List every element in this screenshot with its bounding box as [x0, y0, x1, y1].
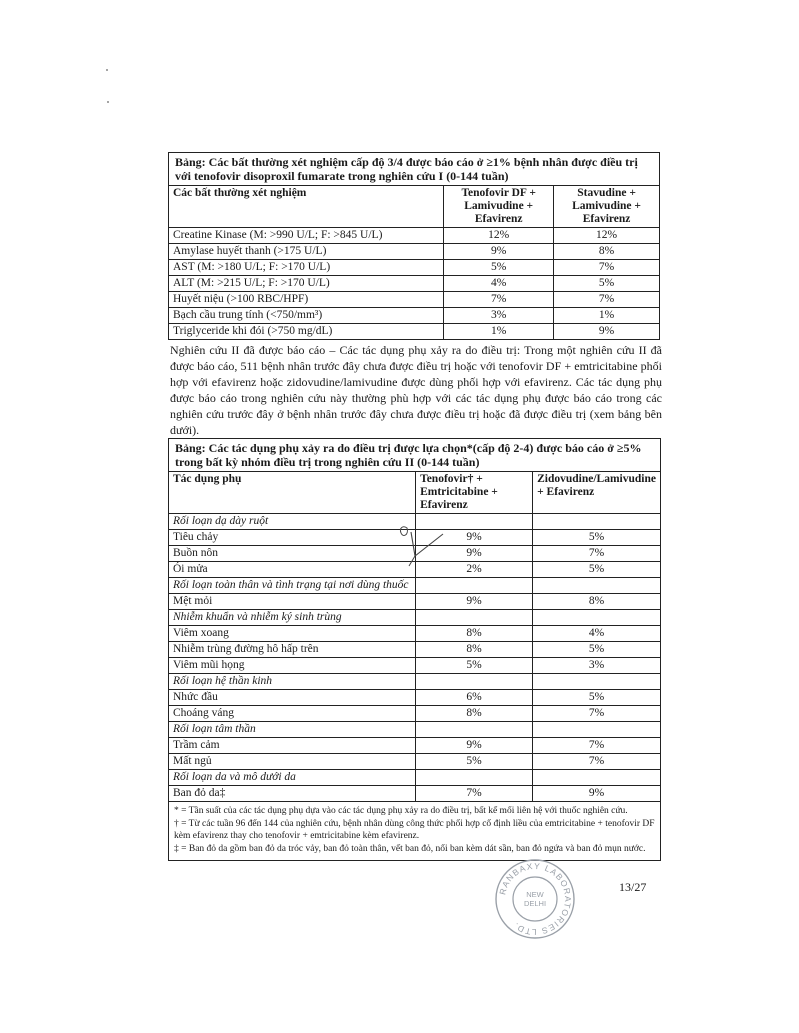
- percentage-cell: 5%: [554, 276, 660, 292]
- table-row: [169, 228, 660, 244]
- page-number: 13/27: [619, 880, 647, 894]
- footnote: * = Tần suất của các tác dụng phụ dựa vào các tác dụng phụ xảy ra do điều trị, bất kể mối liên hệ với thuốc nghiên cứu.: [174, 806, 628, 816]
- category-label: Rối loạn toàn thân và tình trạng tại nơi dùng thuốc: [169, 578, 416, 594]
- column-header: Stavudine + Lamivudine + Efavirenz: [554, 186, 660, 228]
- category-label: Rối loạn tâm thần: [169, 722, 416, 738]
- table-row: [169, 292, 660, 308]
- footnote: † = Từ các tuần 96 đến 144 của nghiên cứu, bệnh nhân dùng công thức phối hợp cố định liều của emtricitabine + tenofovir DF kèm efavirenz thay cho tenofovir + emtricitabine kèm efavirenz.: [174, 819, 655, 841]
- adverse-event-name: Nhức đầu: [169, 690, 416, 706]
- percentage-cell: 5%: [533, 690, 661, 706]
- table-row: [169, 324, 660, 340]
- lab-test-name: Amylase huyết thanh (>175 U/L): [169, 244, 444, 260]
- percentage-cell: 5%: [533, 642, 661, 658]
- empty-cell: [416, 770, 533, 786]
- table-row: [169, 706, 661, 722]
- table-row: [169, 690, 661, 706]
- empty-cell: [416, 674, 533, 690]
- percentage-cell: 6%: [416, 690, 533, 706]
- adverse-event-name: Viêm mũi họng: [169, 658, 416, 674]
- percentage-cell: 9%: [416, 546, 533, 562]
- lab-test-name: Huyết niệu (>100 RBC/HPF): [169, 292, 444, 308]
- table-caption: Bảng: Các tác dụng phụ xảy ra do điều trị được lựa chọn*(cấp độ 2-4) được báo cáo ở ≥5% trong bất kỳ nhóm điều trị trong nghiên cứu II (0-144 tuần): [169, 439, 661, 472]
- adverse-event-name: Trầm cảm: [169, 738, 416, 754]
- lab-test-name: AST (M: >180 U/L; F: >170 U/L): [169, 260, 444, 276]
- table-row: [169, 594, 661, 610]
- stamp-ring-text: RANBAXY LABORATORIES LTD.: [497, 860, 574, 938]
- category-row: [169, 578, 661, 594]
- lab-abnormalities-table: [168, 152, 660, 340]
- percentage-cell: 8%: [533, 594, 661, 610]
- percentage-cell: 7%: [416, 786, 533, 802]
- percentage-cell: 1%: [554, 308, 660, 324]
- lab-test-name: Creatine Kinase (M: >990 U/L; F: >845 U/L): [169, 228, 444, 244]
- column-header: Các bất thường xét nghiệm: [169, 186, 444, 228]
- percentage-cell: 4%: [444, 276, 554, 292]
- lab-test-name: Bạch cầu trung tính (<750/mm³): [169, 308, 444, 324]
- adverse-event-name: Choáng váng: [169, 706, 416, 722]
- empty-cell: [416, 610, 533, 626]
- percentage-cell: 8%: [416, 642, 533, 658]
- category-row: [169, 770, 661, 786]
- percentage-cell: 9%: [444, 244, 554, 260]
- empty-cell: [533, 770, 661, 786]
- category-label: Rối loạn hệ thần kinh: [169, 674, 416, 690]
- category-label: Nhiễm khuẩn và nhiễm ký sinh trùng: [169, 610, 416, 626]
- percentage-cell: 9%: [416, 594, 533, 610]
- column-header: Zidovudine/Lamivudine + Efavirenz: [533, 472, 661, 514]
- adverse-event-name: Mệt mỏi: [169, 594, 416, 610]
- table-row: [169, 786, 661, 802]
- percentage-cell: 7%: [554, 292, 660, 308]
- table-row: [169, 260, 660, 276]
- table-caption: Bảng: Các bất thường xét nghiệm cấp độ 3/4 được báo cáo ở ≥1% bệnh nhân được điều trị với tenofovir disoproxil fumarate trong nghiên cứu I (0-144 tuần): [169, 153, 660, 186]
- percentage-cell: 4%: [533, 626, 661, 642]
- column-header: Tenofovir DF + Lamivudine + Efavirenz: [444, 186, 554, 228]
- table-row: [169, 308, 660, 324]
- category-label: Rối loạn da và mô dưới da: [169, 770, 416, 786]
- category-label: Rối loạn dạ dày ruột: [169, 514, 416, 530]
- percentage-cell: 9%: [533, 786, 661, 802]
- stamp-center-text: NEW: [526, 890, 544, 899]
- category-row: [169, 674, 661, 690]
- footnotes-row: [169, 802, 661, 861]
- table-row: [169, 626, 661, 642]
- percentage-cell: 7%: [444, 292, 554, 308]
- table-row: [169, 642, 661, 658]
- empty-cell: [416, 578, 533, 594]
- percentage-cell: 9%: [416, 738, 533, 754]
- column-header: Tenofovir† + Emtricitabine + Efavirenz: [416, 472, 533, 514]
- empty-cell: [533, 610, 661, 626]
- category-row: [169, 610, 661, 626]
- scan-speck: [107, 101, 109, 103]
- table-row: [169, 658, 661, 674]
- percentage-cell: 7%: [533, 738, 661, 754]
- percentage-cell: 1%: [444, 324, 554, 340]
- percentage-cell: 5%: [416, 754, 533, 770]
- adverse-event-name: Tiêu chảy: [169, 530, 416, 546]
- stamp-center-text: DELHI: [523, 899, 547, 908]
- table-row: [169, 244, 660, 260]
- percentage-cell: 5%: [444, 260, 554, 276]
- empty-cell: [533, 578, 661, 594]
- percentage-cell: 12%: [554, 228, 660, 244]
- percentage-cell: 5%: [533, 562, 661, 578]
- percentage-cell: 8%: [416, 626, 533, 642]
- category-row: [169, 722, 661, 738]
- percentage-cell: 7%: [554, 260, 660, 276]
- empty-cell: [533, 674, 661, 690]
- percentage-cell: 9%: [554, 324, 660, 340]
- adverse-event-name: Ói mửa: [169, 562, 416, 578]
- percentage-cell: 5%: [533, 530, 661, 546]
- percentage-cell: 7%: [533, 546, 661, 562]
- percentage-cell: 7%: [533, 754, 661, 770]
- empty-cell: [533, 514, 661, 530]
- percentage-cell: 7%: [533, 706, 661, 722]
- company-stamp: [494, 858, 576, 940]
- adverse-event-name: Mất ngủ: [169, 754, 416, 770]
- percentage-cell: 3%: [533, 658, 661, 674]
- scan-speck: [106, 69, 108, 71]
- column-header: Tác dụng phụ: [169, 472, 416, 514]
- adverse-event-name: Ban đỏ da‡: [169, 786, 416, 802]
- percentage-cell: 9%: [416, 530, 533, 546]
- adverse-event-name: Viêm xoang: [169, 626, 416, 642]
- percentage-cell: 12%: [444, 228, 554, 244]
- table-row: [169, 738, 661, 754]
- lab-test-name: Triglyceride khi đói (>750 mg/dL): [169, 324, 444, 340]
- empty-cell: [416, 722, 533, 738]
- empty-cell: [533, 722, 661, 738]
- percentage-cell: 5%: [416, 658, 533, 674]
- percentage-cell: 3%: [444, 308, 554, 324]
- handwritten-check-mark: [393, 522, 449, 572]
- percentage-cell: 8%: [416, 706, 533, 722]
- adverse-event-name: Buồn nôn: [169, 546, 416, 562]
- percentage-cell: 2%: [416, 562, 533, 578]
- body-paragraph: Nghiên cứu II đã được báo cáo – Các tác dụng phụ xảy ra do điều trị: Trong một nghiên cứu II đã được báo cáo, 511 bệnh nhân trước đây chưa được điều trị hoặc với tenofovir DF + emtricitabine phối hợp với efavirenz hoặc zidovudine/lamivudine được dùng phối hợp với efavirenz. Các tác dụng phụ được báo cáo trong nghiên cứu này thường phù hợp với các tác dụng phụ được báo cáo trong các nghiên cứu trước đây ở bệnh nhân trước đây chưa được điều trị hoặc đã được điều trị (xem bảng bên dưới).: [170, 343, 662, 437]
- table-row: [169, 276, 660, 292]
- adverse-event-name: Nhiễm trùng đường hô hấp trên: [169, 642, 416, 658]
- footnotes: [169, 802, 661, 861]
- table-row: [169, 754, 661, 770]
- footnote: ‡ = Ban đỏ da gồm ban đỏ da tróc vảy, ban đỏ toàn thân, vết ban đỏ, nổi ban kèm dát sần, ban đỏ ngứa và ban đỏ mụn nước.: [174, 844, 646, 854]
- lab-test-name: ALT (M: >215 U/L; F: >170 U/L): [169, 276, 444, 292]
- percentage-cell: 8%: [554, 244, 660, 260]
- adverse-events-table: [168, 438, 661, 861]
